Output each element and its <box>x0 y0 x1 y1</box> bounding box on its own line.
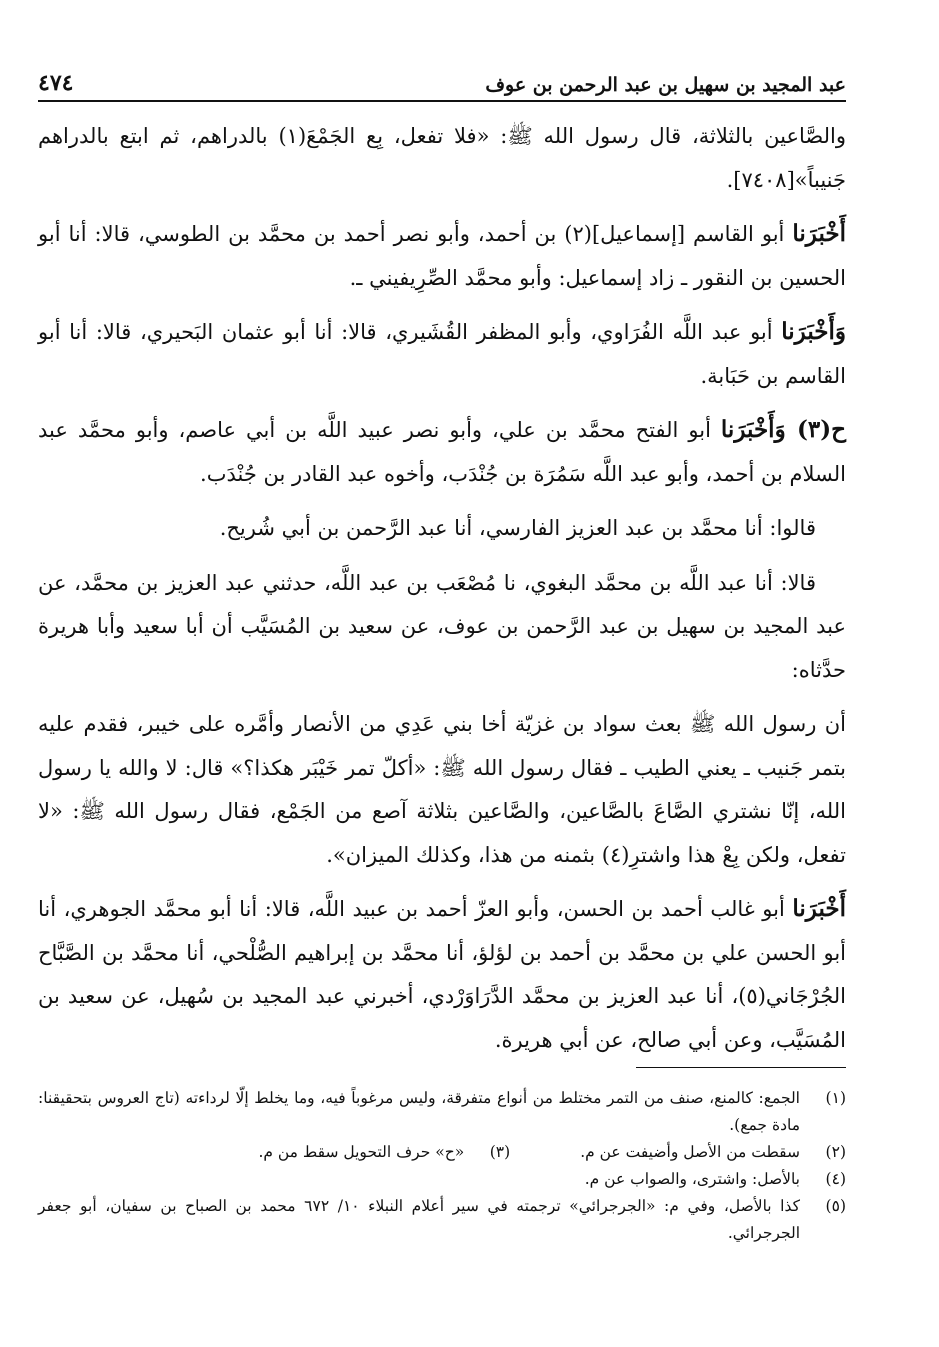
footnote <box>38 1085 846 1139</box>
paragraph <box>38 408 846 496</box>
paragraph-text: أبو عبد اللَّه الفُرَاوي، وأبو المظفر القُشَيري، قالا: أنا أبو عثمان البَحيري، قالا: أنا أبو القاسم بن حَبَابة. <box>38 320 846 388</box>
paragraph-text: قالا: أنا عبد اللَّه بن محمَّد البغوي، نا مُصْعَب بن عبد اللَّه، حدثني عبد العزيز بن محمَّد، عن عبد المجيد بن سهيل بن عبد الرَّحمن بن عوف، عن سعيد بن المُسَيَّب أن أبا سعيد وأبا هريرة حدَّثاه: <box>38 570 846 682</box>
footnote-number: (٣) <box>489 1143 511 1161</box>
footnotes <box>38 1085 846 1247</box>
footnote-separator <box>636 1067 846 1068</box>
paragraph-keyword: أَخْبَرَنا <box>792 220 846 247</box>
running-title: عبد المجيد بن سهيل بن عبد الرحمن بن عوف <box>485 74 846 96</box>
footnote-text: سقطت من الأصل وأضيفت عن م. <box>580 1143 800 1161</box>
paragraph-text: أبو القاسم [إسماعيل](٢) بن أحمد، وأبو نصر أحمد بن محمَّد بن الطوسي، قالا: أنا أبو الحسين بن النقور ـ زاد إسماعيل: وأبو محمَّد الصِّرِيفيني ـ. <box>38 222 846 290</box>
paragraph-text: أبو الفتح محمَّد بن علي، وأبو نصر عبيد اللَّه بن أبي عاصم، وأبو محمَّد عبد السلام بن أحمد، وأبو عبد اللَّه سَمُرَة بن جُنْدَب، وأخوه عبد القادر بن جُنْدَب. <box>38 418 846 486</box>
footnote <box>580 1139 846 1166</box>
footnote <box>38 1193 846 1247</box>
paragraph <box>38 702 846 877</box>
footnote-text: الجمع: كالمنع، صنف من التمر مختلط من أنواع متفرقة، وليس مرغوباً فيه، وما يخلط إلّا لرداءته (تاج العروس بتحقيقنا: مادة جمع). <box>38 1089 800 1134</box>
footnote-text: بالأصل: واشترى، والصواب عن م. <box>584 1170 800 1188</box>
footnote <box>258 1139 510 1166</box>
page-header <box>38 52 846 102</box>
paragraph-text: أن رسول الله ﷺ بعث سواد بن غزيّة أخا بني عَدِي من الأنصار وأمَّره على خيبر، فقدم عليه بتمر جَنيب ـ يعني الطيب ـ فقال رسول الله ﷺ: «أكلّ تمر خَيْبَر هكذا؟» قال: لا والله يا رسول الله، إنّا نشتري الصَّاعَ بالصَّاعين، والصَّاعين بثلاثة آصع من الجَمْع، فقال رسول الله ﷺ: «لا تفعل، ولكن بِعْ هذا واشترِ(٤) بثمنه من هذا، وكذلك الميزان». <box>38 712 847 867</box>
footnote-number: (٤) <box>825 1170 846 1188</box>
paragraph-text: والصَّاعين بالثلاثة، قال رسول الله ﷺ: «فلا تفعل، بِع الجَمْعَ(١) بالدراهم، ثم ابتع بالدراهم جَنيباً»[٧٤٠٨]. <box>38 124 846 192</box>
paragraph <box>38 310 846 398</box>
paragraph-keyword: ح(٣) وَأَخْبَرَنا <box>720 416 846 443</box>
page-number: ٤٧٤ <box>38 70 74 96</box>
paragraph <box>38 114 846 202</box>
paragraph-keyword: أَخْبَرَنا <box>792 895 846 922</box>
paragraph <box>38 887 846 1062</box>
footnote-number: (١) <box>825 1089 846 1107</box>
footnote <box>38 1166 846 1193</box>
footnote-row <box>38 1139 846 1166</box>
paragraph <box>38 561 846 693</box>
paragraph <box>38 212 846 300</box>
paragraph-text: قالوا: أنا محمَّد بن عبد العزيز الفارسي، أنا عبد الرَّحمن بن أبي شُريح. <box>219 516 816 540</box>
main-text <box>38 114 846 1062</box>
paragraph-text: أبو غالب أحمد بن الحسن، وأبو العزّ أحمد بن عبيد اللَّه، قالا: أنا أبو محمَّد الجوهري، أنا أبو الحسن علي بن محمَّد بن أحمد بن لؤلؤ، أنا محمَّد بن إبراهيم الصُّلْحي، أنا محمَّد بن الصَّبَّاح الجُرْجَاني(٥)، أنا عبد العزيز بن محمَّد الدَّرَاوَرْدي، أخبرني عبد المجيد بن سُهيل، عن سعيد بن المُسَيَّب، وعن أبي صالح، عن أبي هريرة. <box>38 897 846 1052</box>
paragraph-keyword: وَأَخْبَرَنا <box>781 318 846 345</box>
footnote-number: (٥) <box>825 1197 846 1215</box>
book-page <box>38 52 847 1242</box>
footnote-number: (٢) <box>825 1143 846 1161</box>
footnote-text: كذا بالأصل، وفي م: «الجرجرائي» ترجمته في سير أعلام النبلاء ١٠/ ٦٧٢ محمد بن الصباح بن سفيان، أبو جعفر الجرجرائي. <box>38 1197 800 1242</box>
footnote-text: «ح» حرف التحويل سقط من م. <box>258 1143 465 1161</box>
paragraph <box>38 506 846 551</box>
